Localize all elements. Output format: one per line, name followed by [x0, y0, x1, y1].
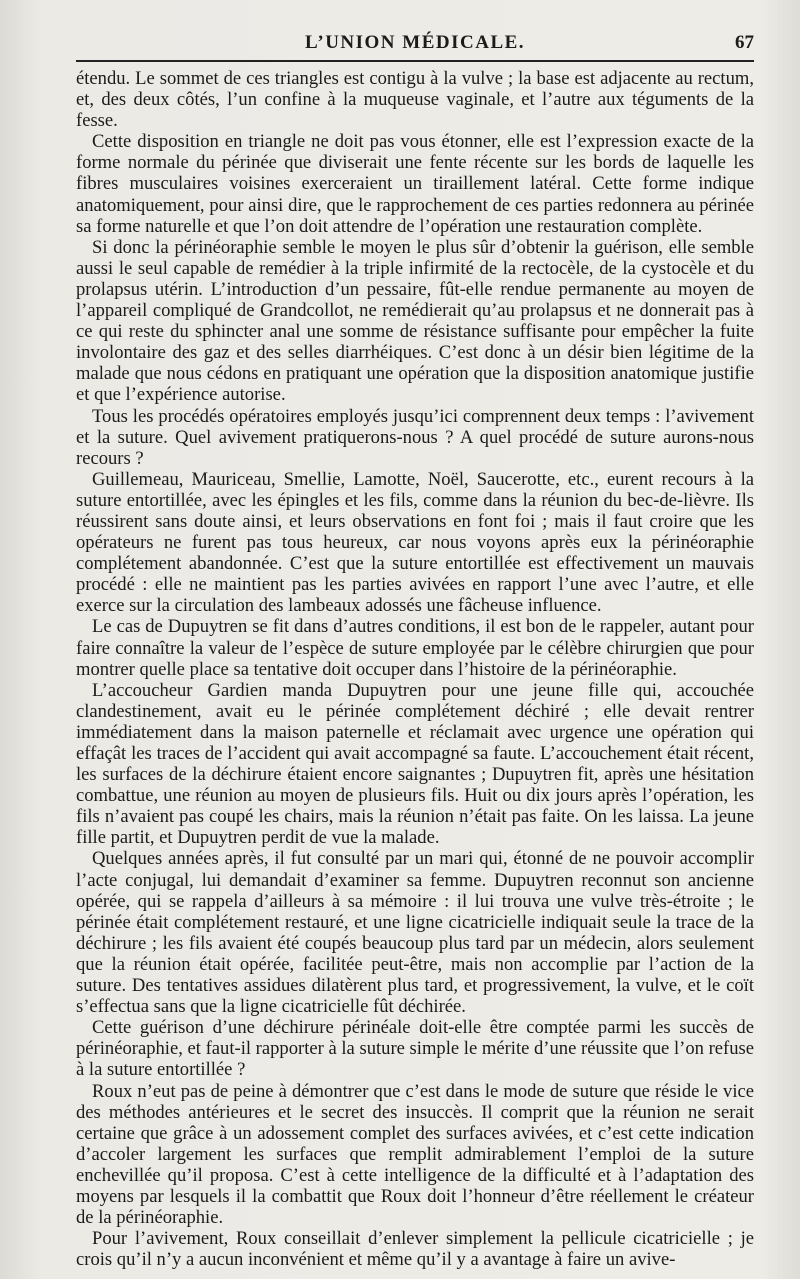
paragraph: Roux n’eut pas de peine à démontrer que c’est dans le mode de suture que réside le vice des méthodes antérieures et le secret des insuccès. Il comprit que la réunion ne serait certaine que grâce à un adossement complet des surfaces avivées, et c’est cette indication d’accoler largement les surfaces que remplit admirablement l’emploi de la suture enchevillée qu’il proposa. C’est à cette intelligence de la difficulté et à l’adaptation des moyens par lesquels il la combattit que Roux doit l’honneur d’être réellement le créateur de la périnéoraphie.: [76, 1080, 754, 1229]
body-text: [76, 68, 754, 1270]
paragraph: Quelques années après, il fut consulté par un mari qui, étonné de ne pouvoir accomplir l’acte conjugal, lui demandait d’examiner sa femme. Dupuytren reconnut son ancienne opérée, qui se rappela d’ailleurs à sa mémoire : il lui trouva une vulve très-étroite ; le périnée était complétement restauré, et une ligne cicatricielle indiquait seule la trace de la déchirure ; les fils avaient été coupés beaucoup plus tard par un médecin, alors seulement que la réunion était opérée, facilitée peut-être, mais non accomplie par l’action de la suture. Des tentatives assidues dilatèrent plus tard, et progressivement, la vulve, et le coït s’effectua sans que la ligne cicatricielle fût déchirée.: [76, 848, 754, 1018]
page-number: 67: [735, 32, 754, 53]
page-header: [76, 26, 754, 60]
paragraph: Guillemeau, Mauriceau, Smellie, Lamotte, Noël, Saucerotte, etc., eurent recours à la suture entortillée, avec les épingles et les fils, comme dans la réunion du bec-de-lièvre. Ils réussirent sans doute ainsi, et leurs observations en font foi ; mais il faut croire que les opérateurs ne furent pas tous heureux, car nous voyons après eux la périnéoraphie complétement abandonnée. C’est que la suture entortillée est effectivement un mauvais procédé : elle ne maintient pas les parties avivées en rapport l’une avec l’autre, et elle exerce sur la circulation des lambeaux adossés une fâcheuse influence.: [76, 468, 754, 617]
header-rule: [76, 60, 754, 62]
paragraph: Tous les procédés opératoires employés jusqu’ici comprennent deux temps : l’avivement et la suture. Quel avivement pratiquerons-nous ? A quel procédé de suture aurons-nous recours ?: [76, 405, 754, 469]
paragraph: Le cas de Dupuytren se fit dans d’autres conditions, il est bon de le rappeler, autant pour faire connaître la valeur de l’espèce de suture employée par le célèbre chirurgien que pour montrer quelle place sa tentative doit occuper dans l’histoire de la périnéoraphie.: [76, 616, 754, 680]
paragraph: Pour l’avivement, Roux conseillait d’enlever simplement la pellicule cicatricielle ; je crois qu’il n’y a aucun inconvénient et même qu’il y a avantage à faire un avive-: [76, 1228, 754, 1271]
paragraph: Cette disposition en triangle ne doit pas vous étonner, elle est l’expression exacte de la forme normale du périnée que diviserait une fente récente sur les bords de laquelle les fibres musculaires voisines exerceraient un tiraillement latéral. Cette forme indique anatomiquement, pour ainsi dire, que le rapprochement de ces parties redonnera au périnée sa forme naturelle et que l’on doit attendre de l’opération une restauration complète.: [76, 131, 754, 237]
paragraph: Cette guérison d’une déchirure périnéale doit-elle être comptée parmi les succès de périnéoraphie, et faut-il rapporter à la suture simple le mérite d’une réussite que l’on refuse à la suture entortillée ?: [76, 1017, 754, 1081]
running-title: L’UNION MÉDICALE.: [304, 32, 526, 53]
paragraph: L’accoucheur Gardien manda Dupuytren pour une jeune fille qui, accouchée clandestinement, avait eu le périnée complétement déchiré ; elle devait rentrer immédiatement dans la maison paternelle et réclamait avec urgence une opération qui effaçât les traces de l’accident qui avait accompagné sa faute. L’accouchement était récent, les surfaces de la déchirure étaient encore saignantes ; Dupuytren fit, après une hésitation combattue, une réunion au moyen de plusieurs fils. Huit ou dix jours après l’opération, les fils n’avaient pas coupé les chairs, mais la réunion n’était pas faite. On les laissa. La jeune fille partit, et Dupuytren perdit de vue la malade.: [76, 679, 754, 849]
paragraph: étendu. Le sommet de ces triangles est contigu à la vulve ; la base est adjacente au rectum, et, des deux côtés, l’un confine à la muqueuse vaginale, et l’autre aux téguments de la fesse.: [76, 68, 754, 132]
paragraph: Si donc la périnéoraphie semble le moyen le plus sûr d’obtenir la guérison, elle semble aussi le seul capable de remédier à la triple infirmité de la rectocèle, de la cystocèle et du prolapsus utérin. L’introduction d’un pessaire, fût-elle rendue permanente au moyen de l’appareil compliqué de Grandcollot, ne remédierait qu’au prolapsus et ne donnerait pas à ce qui reste du sphincter anal une somme de résistance suffisante pour empêcher la fuite involontaire des gaz et des selles diarrhéiques. C’est donc à un désir bien légitime de la malade que nous cédons en pratiquant une opération que la disposition anatomique justifie et que l’expérience autorise.: [76, 236, 754, 406]
